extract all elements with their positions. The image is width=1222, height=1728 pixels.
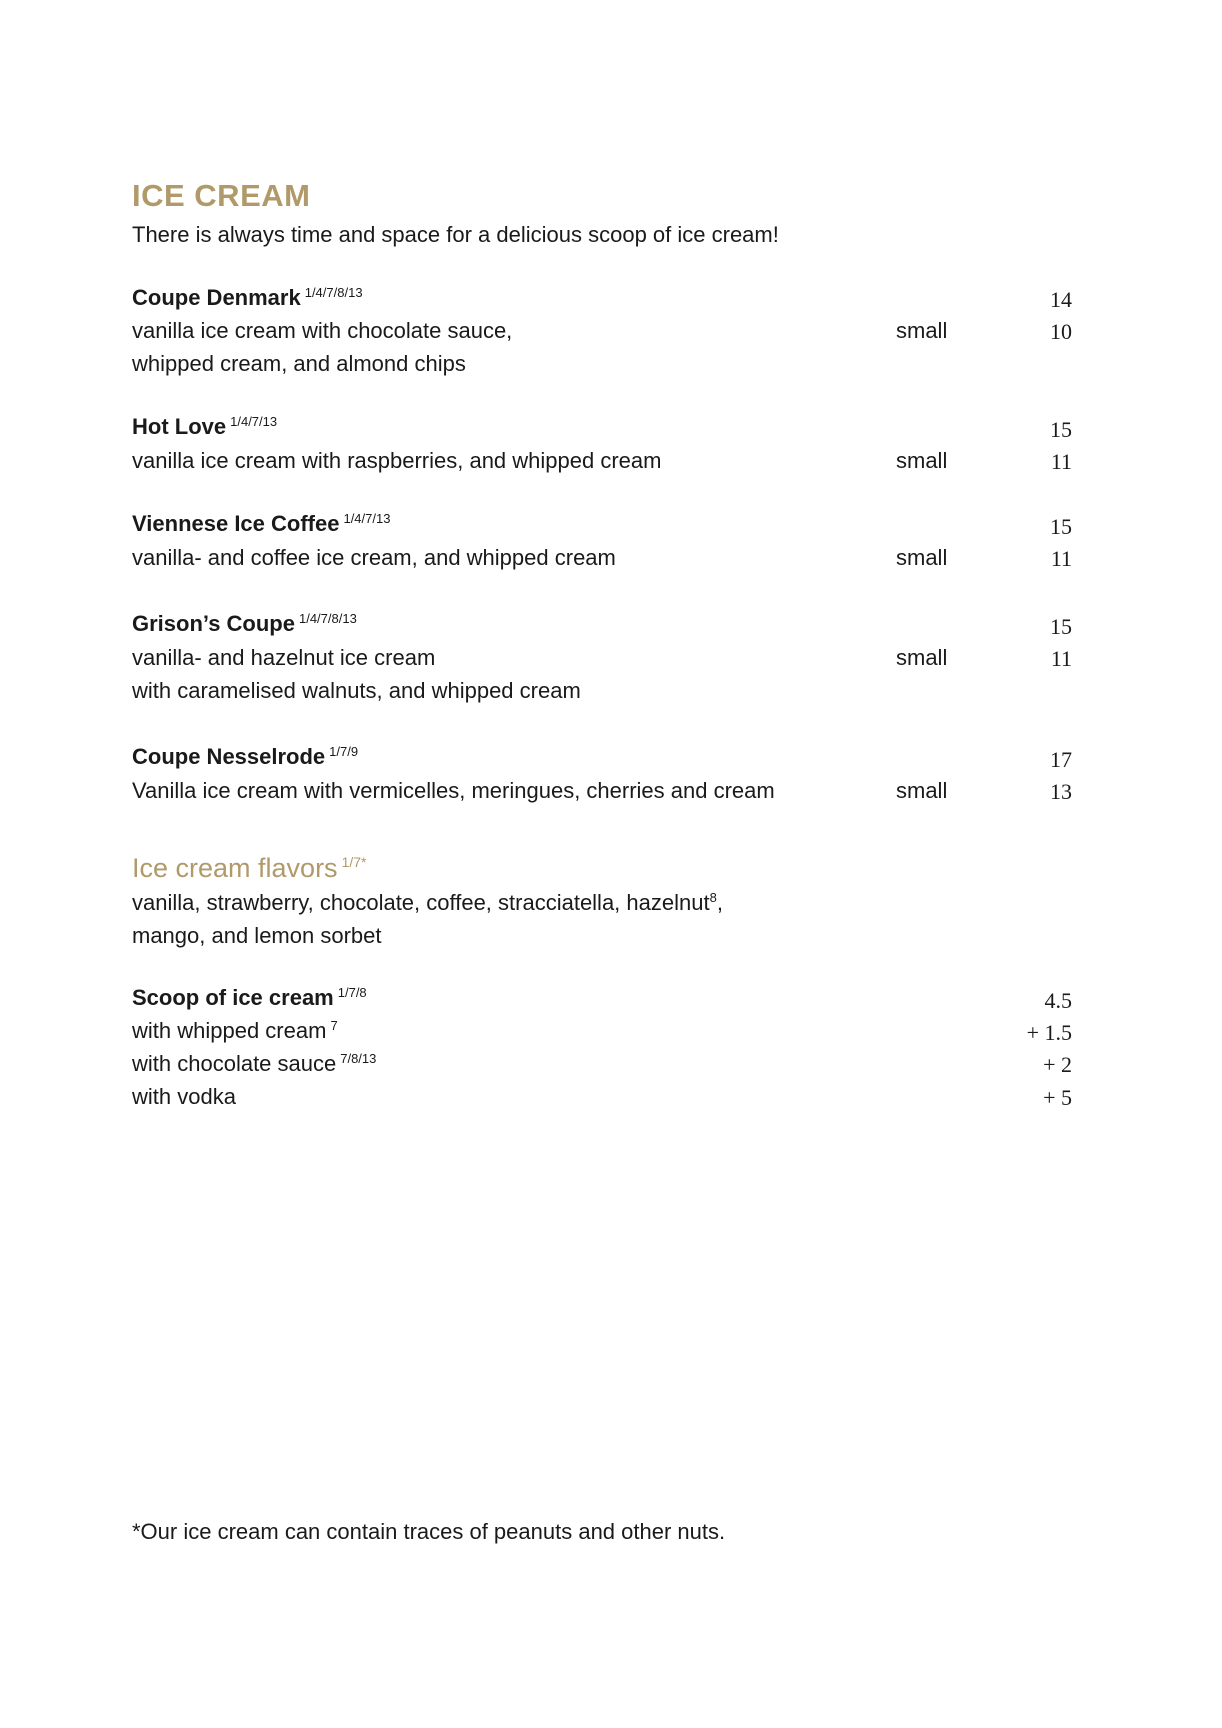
flavors-list-text: vanilla, strawberry, chocolate, coffee, stracciatella, hazelnut [132,890,710,915]
menu-item-hot-love-title [132,412,277,442]
allergen-codes: 1/4/7/13 [343,511,391,526]
addon-price: + 1.5 [1026,1020,1072,1045]
flavors-heading [132,850,366,886]
allergen-codes: 1/4/7/13 [230,414,278,429]
flavors-list-punctuation: , [716,890,723,915]
allergen-codes: 1/4/7/8/13 [304,285,363,300]
addon-label: with vodka [132,1084,236,1109]
item-price: 14 [1050,287,1072,312]
item-price: 15 [1050,514,1072,539]
small-size-label: small [896,448,948,473]
small-size-label: small [896,318,948,343]
item-description-continued: with caramelised walnuts, and whipped cream [132,678,581,703]
menu-item-grisons-coupe-title [132,609,357,639]
item-name: Coupe Nesselrode [132,744,326,769]
flavors-list-line-2: mango, and lemon sorbet [132,923,382,948]
addon-whipped-cream [132,1016,338,1046]
flavors-heading-text: Ice cream flavors [132,853,338,883]
item-price: 17 [1050,747,1072,772]
item-description: Vanilla ice cream with vermicelles, meringues, cherries and cream [132,778,775,803]
menu-item-viennese-ice-coffee-title [132,509,390,539]
item-name: Coupe Denmark [132,285,301,310]
item-description-continued: whipped cream, and almond chips [132,351,466,376]
addon-price: + 5 [1043,1085,1072,1110]
item-price: 15 [1050,417,1072,442]
allergen-codes: 7/8/13 [340,1051,377,1066]
item-price: 4.5 [1044,988,1072,1013]
flavors-list-line-1 [132,888,723,918]
section-intro: There is always time and space for a delicious scoop of ice cream! [132,222,779,247]
allergen-codes: 1/7/9 [329,744,359,759]
item-name: Scoop of ice cream [132,985,334,1010]
allergen-codes: 1/4/7/8/13 [298,611,357,626]
allergy-footnote: *Our ice cream can contain traces of peanuts and other nuts. [132,1519,726,1544]
small-size-label: small [896,545,948,570]
item-name: Viennese Ice Coffee [132,511,340,536]
allergen-codes: 8 [709,890,717,905]
item-description: vanilla- and hazelnut ice cream [132,645,436,670]
small-size-price: 13 [1050,779,1072,804]
item-description: vanilla- and coffee ice cream, and whipped cream [132,545,616,570]
small-size-price: 10 [1050,319,1072,344]
addon-label: with whipped cream [132,1018,327,1043]
addon-chocolate-sauce [132,1049,376,1079]
menu-item-coupe-denmark-title [132,283,363,313]
small-size-price: 11 [1050,449,1072,474]
allergen-codes: 1/7* [341,854,367,870]
item-description: vanilla ice cream with raspberries, and whipped cream [132,448,662,473]
item-name: Grison’s Coupe [132,611,295,636]
item-description: vanilla ice cream with chocolate sauce, [132,318,513,343]
addon-label: with chocolate sauce [132,1051,337,1076]
section-title: ICE CREAM [132,178,311,213]
item-name: Hot Love [132,414,227,439]
allergen-codes: 1/7/8 [337,985,367,1000]
small-size-price: 11 [1050,546,1072,571]
small-size-label: small [896,778,948,803]
small-size-price: 11 [1050,646,1072,671]
small-size-label: small [896,645,948,670]
item-price: 15 [1050,614,1072,639]
menu-item-coupe-nesselrode-title [132,742,358,772]
addon-vodka [132,1082,236,1112]
allergen-codes: 7 [330,1018,338,1033]
menu-item-scoop-title [132,983,367,1013]
addon-price: + 2 [1043,1052,1072,1077]
